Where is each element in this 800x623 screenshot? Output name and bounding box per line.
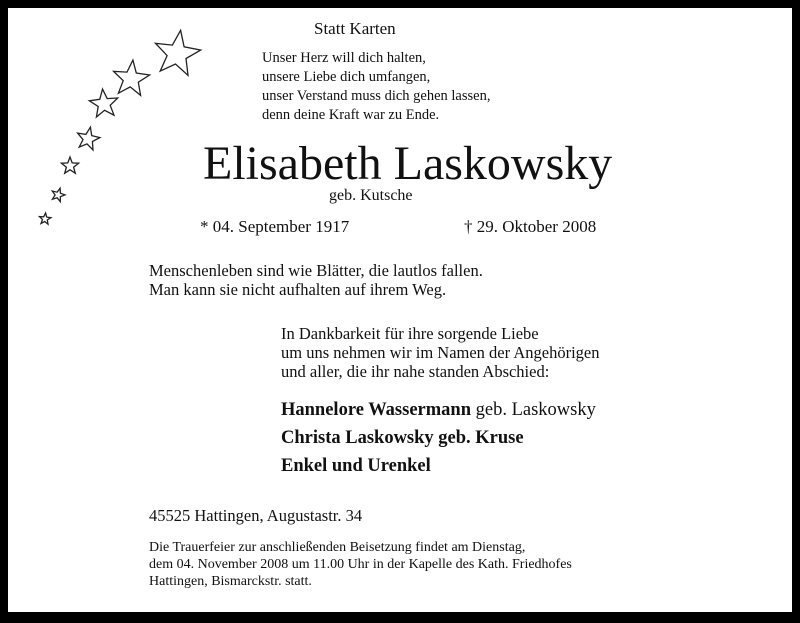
address: 45525 Hattingen, Augustastr. 34 bbox=[149, 506, 363, 525]
star-icon bbox=[114, 60, 150, 95]
header-text: Statt Karten bbox=[314, 19, 396, 38]
thanks-line: um uns nehmen wir im Namen der Angehörigen bbox=[281, 343, 600, 362]
poem-line: unsere Liebe dich umfangen, bbox=[262, 69, 431, 85]
poem-line: unser Verstand muss dich gehen lassen, bbox=[262, 88, 491, 104]
star-icon bbox=[78, 127, 100, 150]
star-icon bbox=[40, 213, 51, 224]
funeral-line: Die Trauerfeier zur anschließenden Beisetzung findet am Dienstag, bbox=[149, 540, 526, 555]
mourner-name: Hannelore Wassermann bbox=[281, 400, 471, 420]
quote-line: Menschenleben sind wie Blätter, die lautlos fallen. bbox=[149, 261, 483, 280]
star-icon bbox=[89, 89, 117, 117]
quote-line: Man kann sie nicht aufhalten auf ihrem Weg. bbox=[149, 280, 447, 299]
star-icon bbox=[61, 157, 78, 173]
birth-date: * 04. September 1917 bbox=[200, 217, 350, 236]
poem-line: denn deine Kraft war zu Ende. bbox=[262, 107, 440, 123]
mourner-name: Enkel und Urenkel bbox=[281, 456, 431, 476]
deceased-name: Elisabeth Laskowsky bbox=[203, 137, 613, 190]
star-icon bbox=[52, 188, 65, 201]
thanks-line: und aller, die ihr nahe standen Abschied: bbox=[281, 362, 550, 381]
mourner-name: Christa Laskowsky geb. Kruse bbox=[281, 428, 524, 448]
mourner bbox=[281, 401, 596, 420]
funeral-line: Hattingen, Bismarckstr. statt. bbox=[149, 574, 312, 589]
maiden-name: geb. Kutsche bbox=[329, 187, 413, 204]
mourner-suffix: geb. Laskowsky bbox=[475, 400, 596, 420]
poem-line: Unser Herz will dich halten, bbox=[262, 50, 426, 66]
thanks-line: In Dankbarkeit für ihre sorgende Liebe bbox=[281, 324, 539, 343]
death-date: † 29. Oktober 2008 bbox=[464, 217, 597, 236]
star-icon bbox=[156, 30, 201, 75]
funeral-line: dem 04. November 2008 um 11.00 Uhr in der Kapelle des Kath. Friedhofes bbox=[149, 557, 572, 572]
